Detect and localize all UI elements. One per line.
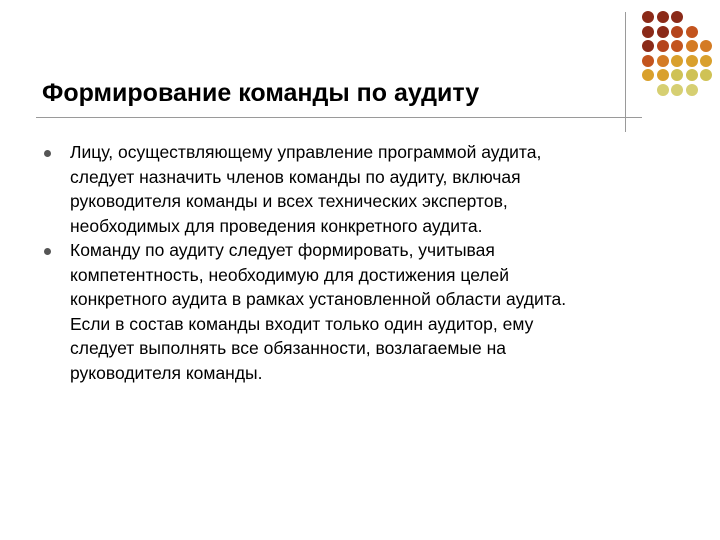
- decorative-dot: [671, 84, 683, 96]
- decorative-dot: [686, 55, 698, 67]
- decorative-dot: [642, 26, 654, 38]
- decorative-dot: [657, 55, 669, 67]
- title-divider: [36, 117, 642, 118]
- decorative-dot: [642, 55, 654, 67]
- bullet-text-line: необходимых для проведения конкретного аудита.: [70, 215, 483, 236]
- bullet-text-line: Лицу, осуществляющему управление программой аудита,: [70, 142, 542, 162]
- decorative-dot: [686, 84, 698, 96]
- decorative-dot: [700, 55, 712, 67]
- bullet-text-line: руководителя команды.: [70, 362, 263, 383]
- bullet-item: [0, 238, 640, 385]
- bullet-text-line: компетентность, необходимую для достижения целей: [70, 264, 510, 285]
- decorative-dot: [657, 84, 669, 96]
- bullet-text-line: следует выполнять все обязанности, возлагаемые на: [70, 338, 506, 358]
- vertical-divider: [625, 12, 626, 132]
- decorative-dot: [686, 26, 698, 38]
- decorative-dot: [686, 69, 698, 81]
- decorative-dot: [700, 69, 712, 81]
- decorative-dot: [642, 69, 654, 81]
- decorative-dot: [642, 40, 654, 52]
- bullet-text-line: следует назначить членов команды по аудиту, включая: [70, 166, 521, 187]
- bullet-dot-icon: [44, 248, 51, 255]
- decorative-dot: [657, 11, 669, 23]
- decorative-dot: [657, 69, 669, 81]
- bullet-text-line: Команду по аудиту следует формировать, учитывая: [70, 240, 495, 260]
- decorative-dot: [671, 55, 683, 67]
- slide-title: Формирование команды по аудиту: [42, 79, 480, 107]
- decorative-dot: [686, 40, 698, 52]
- bullet-list: [0, 140, 640, 385]
- decorative-dot: [671, 40, 683, 52]
- decorative-dot: [671, 11, 683, 23]
- bullet-text-line: Если в состав команды входит только один аудитор, ему: [70, 313, 534, 334]
- decorative-dot: [657, 26, 669, 38]
- decorative-dot: [700, 40, 712, 52]
- decorative-dot: [671, 69, 683, 81]
- bullet-text-line: конкретного аудита в рамках установленной области аудита.: [70, 289, 567, 309]
- decorative-dot: [642, 11, 654, 23]
- decorative-dot: [657, 40, 669, 52]
- bullet-item: [0, 140, 640, 238]
- bullet-text-line: руководителя команды и всех технических экспертов,: [70, 191, 508, 211]
- decorative-dot: [671, 26, 683, 38]
- bullet-dot-icon: [44, 150, 51, 157]
